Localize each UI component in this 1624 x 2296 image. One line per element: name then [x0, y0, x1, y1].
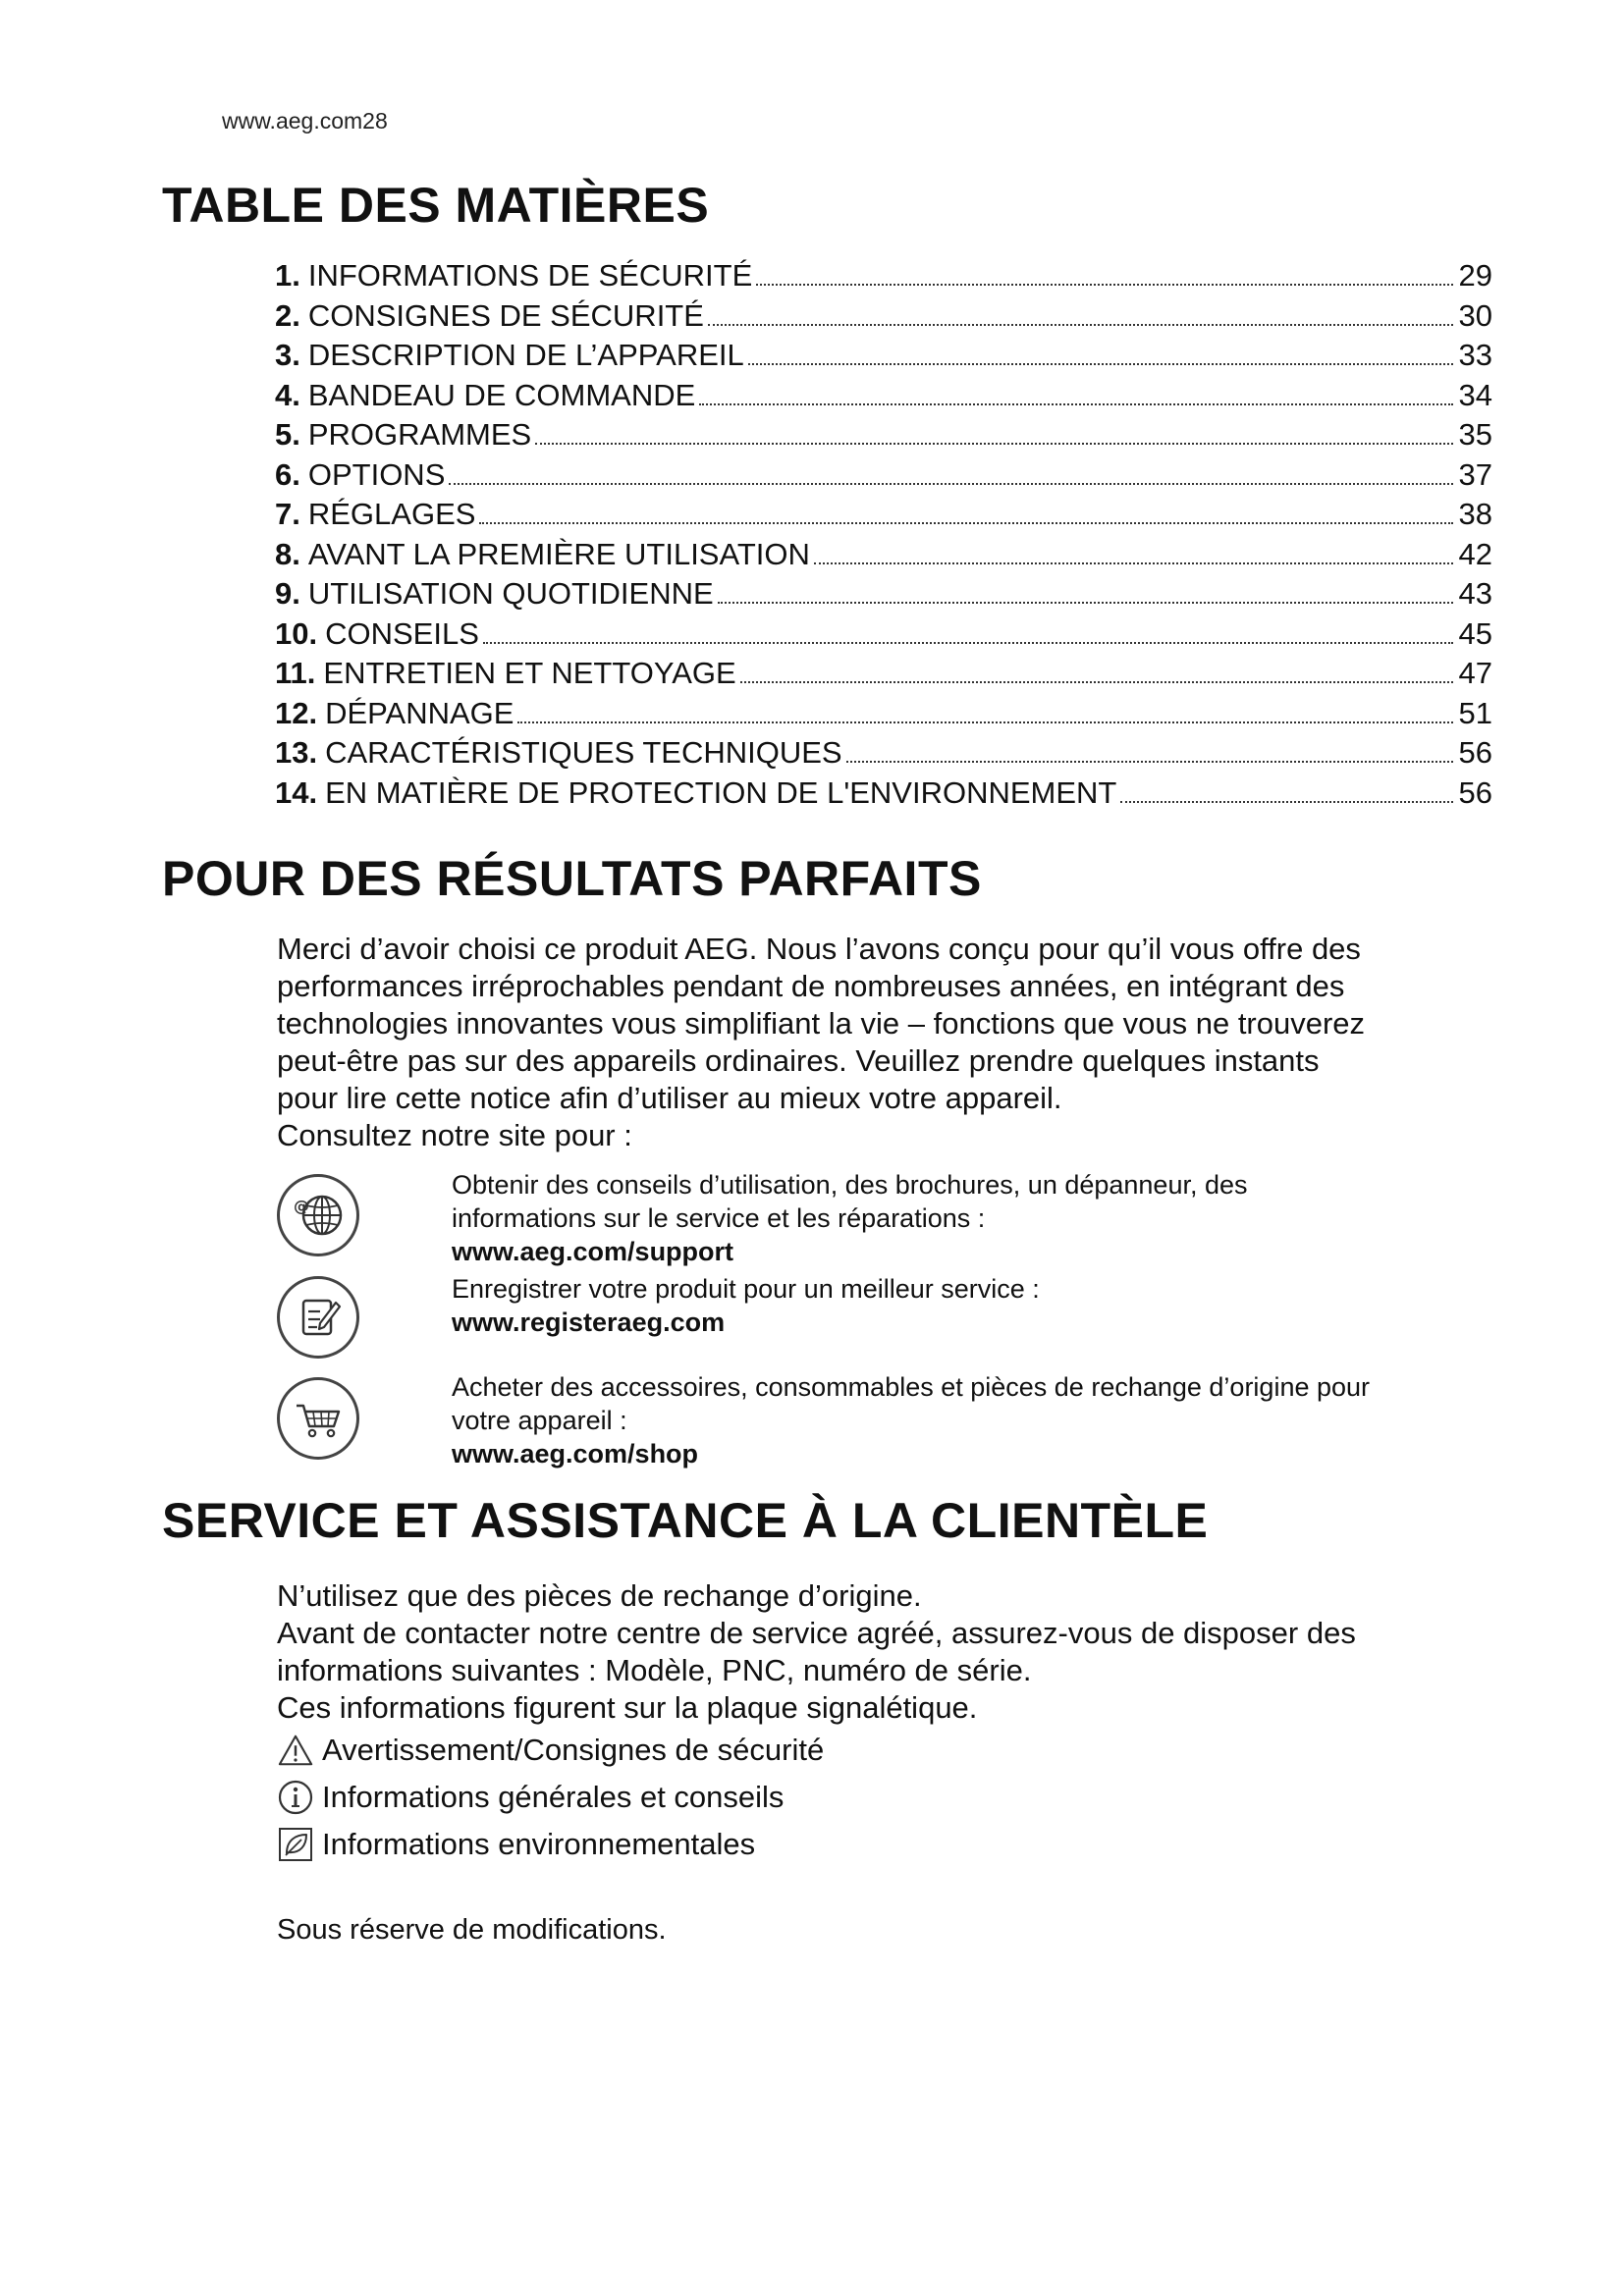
toc-leader-dots: [814, 562, 1453, 564]
service-line: Avant de contacter notre centre de service agréé, assurez-vous de disposer des: [277, 1616, 1356, 1650]
toc-item-number: 14.: [275, 774, 318, 810]
site-item-register: [277, 1272, 1504, 1351]
toc-item-page: 43: [1458, 576, 1492, 611]
legend-label: Avertissement/Consignes de sécurité: [322, 1733, 825, 1767]
intro-line: Consultez notre site pour :: [277, 1118, 632, 1152]
toc-item-number: 13.: [275, 735, 318, 770]
toc-item-number: 9.: [275, 576, 300, 611]
toc-item-number: 5.: [275, 417, 300, 452]
site-item-support: [277, 1168, 1504, 1276]
toc-item-page: 33: [1458, 338, 1492, 372]
toc-item-label: DÉPANNAGE: [325, 695, 514, 730]
service-line: informations suivantes : Modèle, PNC, numéro de série.: [277, 1653, 1032, 1687]
warning-triangle-icon: [277, 1732, 314, 1769]
results-title: POUR DES RÉSULTATS PARFAITS: [162, 851, 982, 906]
legend-environment: [277, 1826, 755, 1863]
intro-line: Merci d’avoir choisi ce produit AEG. Nous l’avons conçu pour qu’il vous offre des: [277, 932, 1361, 966]
register-form-icon: [277, 1276, 359, 1359]
shopping-cart-icon: [277, 1377, 359, 1460]
toc-item-label: BANDEAU DE COMMANDE: [307, 377, 696, 412]
toc-item-number: 12.: [275, 695, 318, 730]
toc-item[interactable]: [275, 298, 1492, 339]
support-link[interactable]: www.aeg.com/support: [452, 1237, 734, 1266]
service-paragraph: [277, 1577, 1504, 1727]
environment-leaf-icon: [277, 1826, 314, 1863]
intro-line: technologies innovantes vous simplifiant la vie – fonctions que vous ne trouverez: [277, 1006, 1366, 1041]
legend-label: Informations environnementales: [322, 1827, 756, 1861]
toc-item[interactable]: [275, 735, 1492, 775]
site-item-text: Obtenir des conseils d’utilisation, des brochures, un dépanneur, des informations sur le service et les réparations : www.aeg.com/support: [452, 1168, 1512, 1268]
toc-item-page: 45: [1458, 615, 1492, 651]
toc-item[interactable]: [275, 576, 1492, 616]
intro-line: performances irréprochables pendant de nombreuses années, en intégrant des: [277, 969, 1345, 1003]
toc-item-label: EN MATIÈRE DE PROTECTION DE L'ENVIRONNEMENT: [325, 774, 1117, 810]
site-item-text: Enregistrer votre produit pour un meilleur service : www.registeraeg.com: [452, 1272, 1512, 1339]
toc-item-number: 10.: [275, 615, 318, 651]
service-line: N’utilisez que des pièces de rechange d’origine.: [277, 1578, 922, 1613]
site-item-text: Acheter des accessoires, consommables et pièces de rechange d’origine pour votre appareil : www.aeg.com/shop: [452, 1370, 1512, 1470]
toc-item[interactable]: [275, 497, 1492, 537]
toc-item[interactable]: [275, 457, 1492, 498]
toc-item-page: 38: [1458, 497, 1492, 531]
service-title: SERVICE ET ASSISTANCE À LA CLIENTÈLE: [162, 1493, 1209, 1548]
toc-item-number: 4.: [275, 377, 300, 412]
shop-link[interactable]: www.aeg.com/shop: [452, 1439, 699, 1468]
toc-leader-dots: [756, 284, 1452, 286]
toc-leader-dots: [535, 443, 1452, 445]
toc-item-page: 51: [1458, 695, 1492, 730]
toc-item-page: 29: [1458, 258, 1492, 293]
toc-item-label: DESCRIPTION DE L’APPAREIL: [307, 338, 744, 372]
header-url: www.aeg.com28: [222, 108, 388, 133]
legend-info: [277, 1779, 784, 1816]
toc-item-page: 30: [1458, 297, 1492, 333]
toc-item-number: 7.: [275, 497, 300, 531]
intro-paragraph: [277, 931, 1504, 1154]
toc-leader-dots: [846, 761, 1453, 763]
toc-item-label: CONSEILS: [325, 615, 479, 651]
toc-leader-dots: [748, 363, 1453, 365]
toc-leader-dots: [708, 324, 1453, 326]
toc-item[interactable]: [275, 775, 1492, 816]
toc-leader-dots: [517, 721, 1452, 723]
toc-leader-dots: [449, 483, 1452, 485]
info-circle-icon: [277, 1779, 314, 1816]
toc-item-label: PROGRAMMES: [307, 417, 532, 452]
toc-item-number: 8.: [275, 536, 300, 571]
table-of-contents: [275, 258, 1492, 815]
toc-item[interactable]: [275, 537, 1492, 577]
toc-leader-dots: [483, 642, 1453, 644]
register-link[interactable]: www.registeraeg.com: [452, 1308, 726, 1337]
toc-item-label: CARACTÉRISTIQUES TECHNIQUES: [325, 735, 842, 770]
svg-text:@: @: [294, 1197, 309, 1215]
legend-label: Informations générales et conseils: [322, 1780, 785, 1814]
toc-item-label: CONSIGNES DE SÉCURITÉ: [307, 297, 704, 333]
toc-item-label: RÉGLAGES: [307, 497, 476, 531]
toc-item-number: 6.: [275, 456, 300, 492]
service-line: Ces informations figurent sur la plaque signalétique.: [277, 1690, 978, 1725]
toc-item-page: 35: [1458, 417, 1492, 452]
intro-line: peut-être pas sur des appareils ordinaires. Veuillez prendre quelques instants: [277, 1043, 1320, 1078]
toc-item[interactable]: [275, 378, 1492, 418]
toc-item[interactable]: [275, 417, 1492, 457]
toc-item[interactable]: [275, 616, 1492, 657]
toc-item-number: 3.: [275, 338, 300, 372]
toc-item-page: 47: [1458, 656, 1492, 690]
toc-item-label: AVANT LA PREMIÈRE UTILISATION: [307, 536, 810, 571]
intro-line: pour lire cette notice afin d’utiliser au mieux votre appareil.: [277, 1081, 1062, 1115]
toc-item-label: UTILISATION QUOTIDIENNE: [307, 576, 714, 611]
toc-item-page: 37: [1458, 456, 1492, 492]
toc-item-page: 56: [1458, 735, 1492, 770]
globe-at-icon: [277, 1174, 359, 1256]
toc-item[interactable]: [275, 338, 1492, 378]
toc-leader-dots: [479, 522, 1452, 524]
toc-item-label: INFORMATIONS DE SÉCURITÉ: [307, 258, 753, 293]
toc-leader-dots: [1120, 801, 1452, 803]
toc-item-number: 1.: [275, 258, 300, 293]
toc-item[interactable]: [275, 258, 1492, 298]
toc-item-page: 42: [1458, 536, 1492, 571]
toc-leader-dots: [699, 403, 1452, 405]
footer-note: Sous réserve de modifications.: [277, 1914, 667, 1946]
toc-leader-dots: [718, 602, 1453, 604]
site-item-shop: [277, 1370, 1504, 1478]
legend-warning: [277, 1732, 824, 1769]
toc-item-number: 11.: [275, 656, 316, 690]
toc-leader-dots: [740, 681, 1453, 683]
toc-item-label: OPTIONS: [307, 456, 446, 492]
toc-item-label: ENTRETIEN ET NETTOYAGE: [323, 656, 736, 690]
toc-item-page: 56: [1458, 774, 1492, 810]
toc-item-number: 2.: [275, 297, 300, 333]
toc-item[interactable]: [275, 696, 1492, 736]
toc-title: TABLE DES MATIÈRES: [162, 178, 710, 233]
toc-item-page: 34: [1458, 377, 1492, 412]
toc-item[interactable]: [275, 656, 1492, 696]
